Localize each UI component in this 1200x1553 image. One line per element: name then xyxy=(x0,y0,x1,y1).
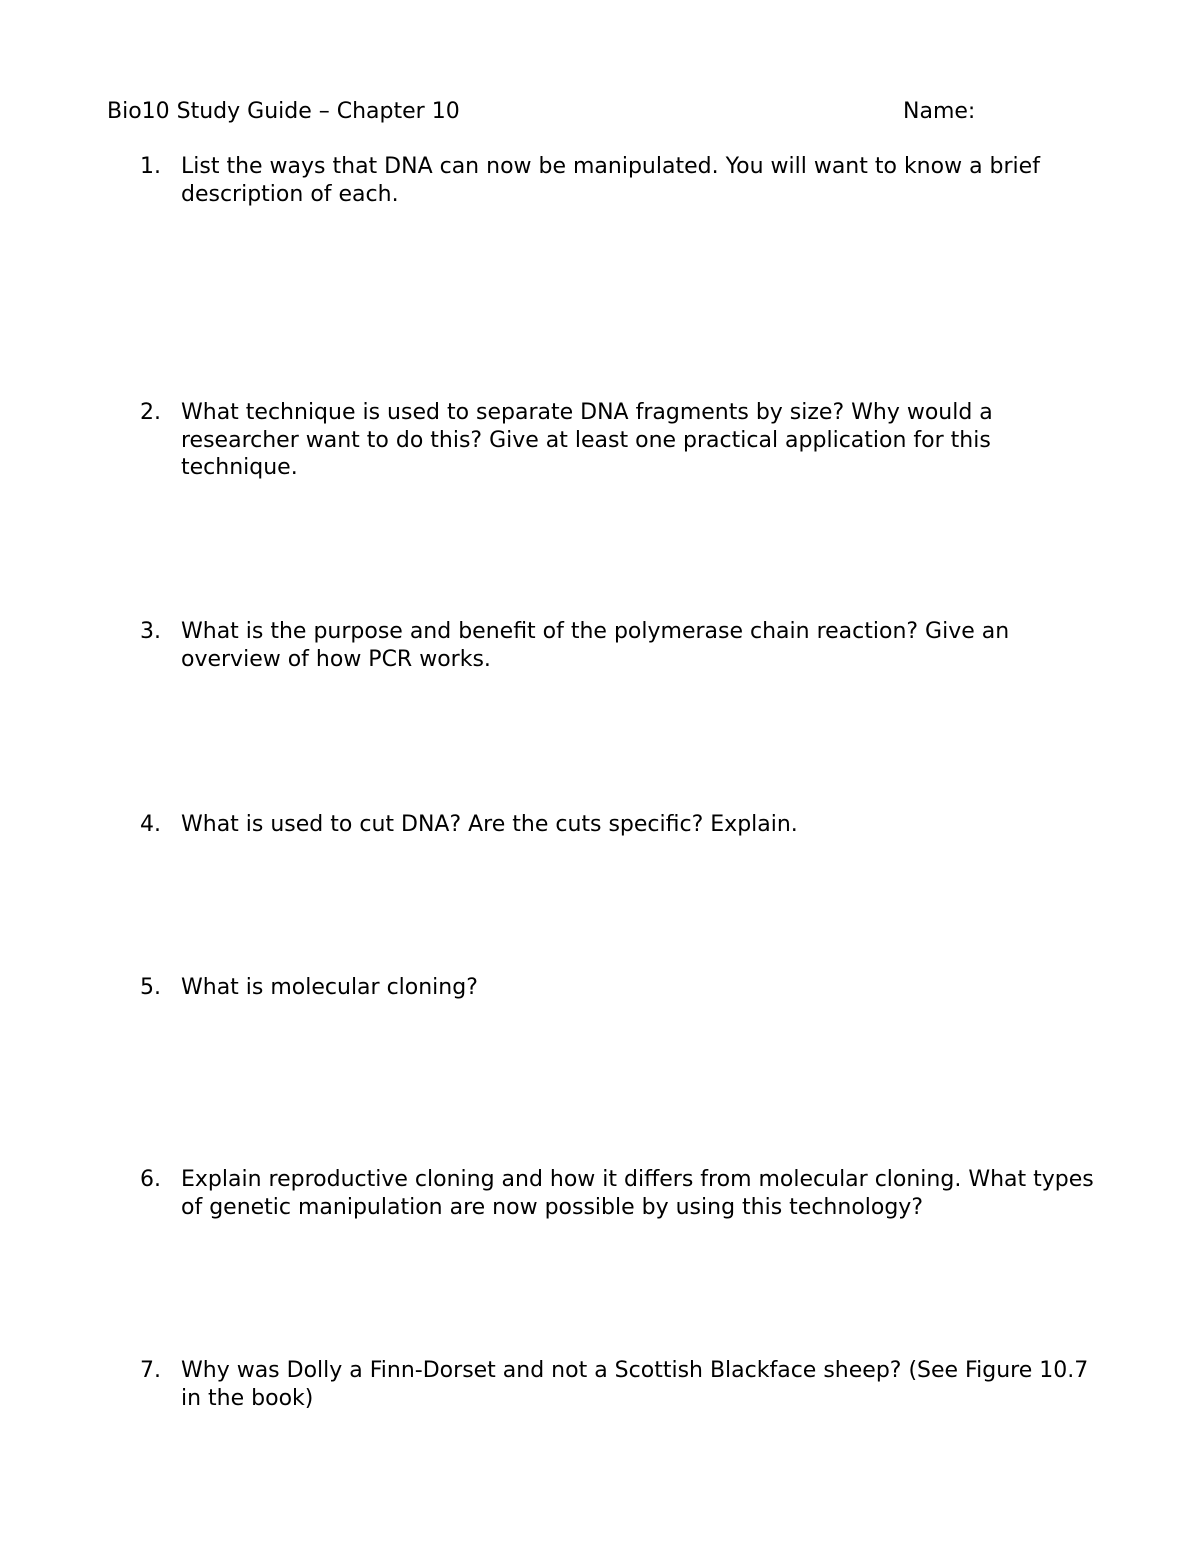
page-title: Bio10 Study Guide – Chapter 10 xyxy=(107,99,460,124)
question-number: 2. xyxy=(140,400,161,425)
question-text: List the ways that DNA can now be manipulated. You will want to know a brief description of each. xyxy=(181,154,1040,207)
name-field-label: Name: xyxy=(903,99,976,124)
question-number: 1. xyxy=(140,154,161,179)
page-header xyxy=(107,97,1107,129)
question-number: 3. xyxy=(140,619,161,644)
question-number: 7. xyxy=(140,1358,161,1383)
question-text: What technique is used to separate DNA fragments by size? Why would a researcher want to do this? Give at least one practical application for this technique. xyxy=(181,400,993,480)
question-text: Explain reproductive cloning and how it differs from molecular cloning. What types of genetic manipulation are now possible by using this technology? xyxy=(181,1167,1094,1220)
question-text: Why was Dolly a Finn-Dorset and not a Scottish Blackface sheep? (See Figure 10.7 in the book) xyxy=(181,1358,1089,1411)
question-text: What is used to cut DNA? Are the cuts specific? Explain. xyxy=(181,812,798,837)
question-number: 4. xyxy=(140,812,161,837)
question-number: 6. xyxy=(140,1167,161,1192)
question-number: 5. xyxy=(140,975,161,1000)
question-text: What is the purpose and benefit of the polymerase chain reaction? Give an overview of how PCR works. xyxy=(181,619,1010,672)
question-text: What is molecular cloning? xyxy=(181,975,478,1000)
